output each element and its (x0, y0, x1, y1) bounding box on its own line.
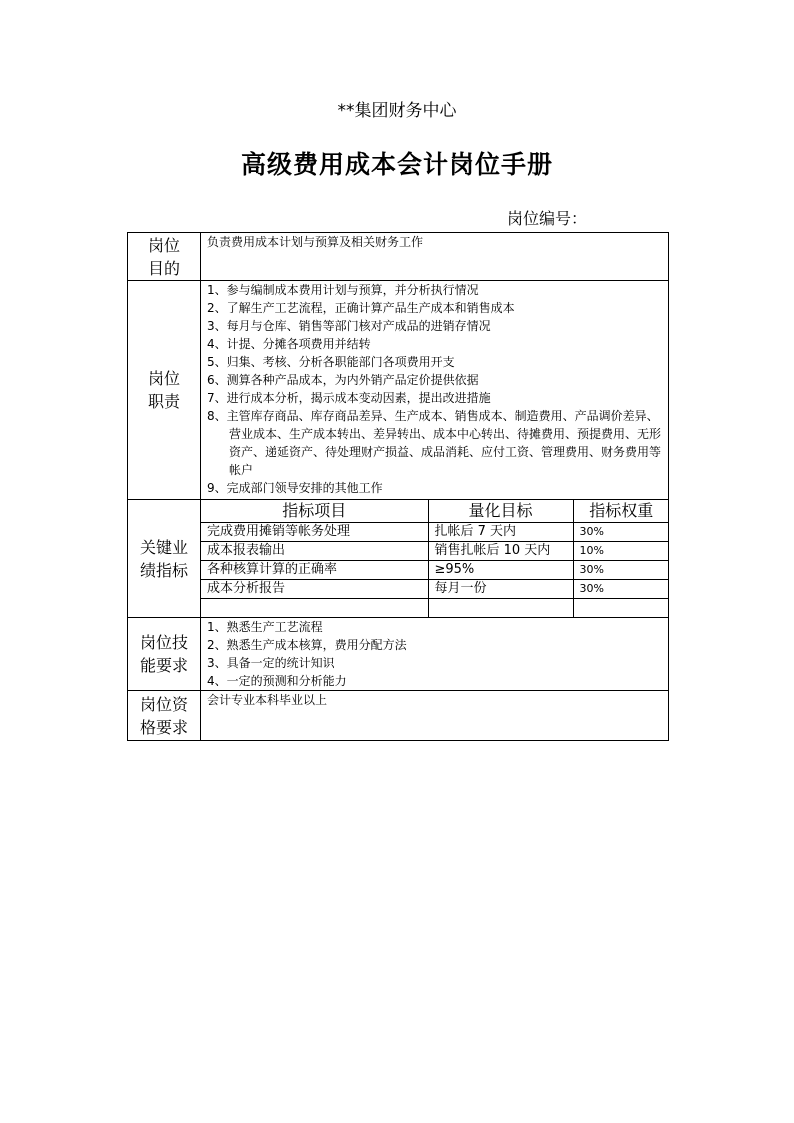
skills-content (201, 618, 669, 691)
skill-item: 2、熟悉生产成本核算，费用分配方法 (207, 638, 407, 652)
duty-item: 2、了解生产工艺流程，正确计算产品生产成本和销售成本 (207, 301, 515, 315)
kpi-target: 销售扎帐后 10 天内 (428, 542, 573, 561)
skills-label (128, 618, 201, 691)
kpi-item (201, 599, 428, 618)
kpi-item: 各种核算计算的正确率 (201, 561, 428, 580)
kpi-header-row (201, 500, 669, 523)
qualification-row (128, 691, 669, 741)
kpi-target: ≥95% (428, 561, 573, 580)
position-number-label: 岗位编号： (507, 209, 588, 228)
organization-name: **集团财务中心 (337, 101, 457, 121)
duty-item: 1、参与编制成本费用计划与预算，并分析执行情况 (207, 283, 479, 297)
kpi-target: 扎帐后 7 天内 (428, 523, 573, 542)
duties-row (128, 281, 669, 500)
kpi-weight (573, 599, 669, 618)
skill-item: 1、熟悉生产工艺流程 (207, 620, 323, 634)
kpi-data-row (201, 580, 669, 599)
skill-item: 4、一定的预测和分析能力 (207, 674, 347, 688)
duty-item: 6、测算各种产品成本，为内外销产品定价提供依据 (207, 373, 479, 387)
duties-label-line-1: 岗位 (147, 369, 180, 388)
purpose-label-line-1: 岗位 (147, 235, 180, 255)
kpi-label-line-2: 绩指标 (139, 560, 188, 580)
kpi-item: 完成费用摊销等帐务处理 (201, 523, 428, 542)
skill-item: 3、具备一定的统计知识 (207, 656, 335, 670)
kpi-content (201, 500, 669, 618)
qualification-label (128, 691, 201, 741)
duty-item: 9、完成部门领导安排的其他工作 (207, 481, 383, 495)
kpi-item: 成本分析报告 (201, 580, 428, 599)
purpose-content (201, 233, 669, 281)
purpose-label-line-2: 目的 (147, 258, 180, 278)
kpi-label-line-1: 关键业 (139, 537, 188, 557)
kpi-item: 成本报表输出 (201, 542, 428, 561)
purpose-label (128, 233, 201, 281)
duty-item: 7、进行成本分析，揭示成本变动因素，提出改进措施 (207, 391, 491, 405)
kpi-empty-row (201, 599, 669, 618)
kpi-weight: 30% (573, 561, 669, 580)
qualification-text: 会计专业本科毕业以上 (207, 693, 328, 707)
kpi-data-row (201, 523, 669, 542)
kpi-row (128, 500, 669, 618)
kpi-label (128, 500, 201, 618)
duties-label-line-2: 职责 (147, 392, 180, 411)
qualification-content (201, 691, 669, 741)
kpi-data-row (201, 542, 669, 561)
kpi-header-weight: 指标权重 (573, 500, 669, 523)
kpi-weight: 30% (573, 523, 669, 542)
kpi-weight: 30% (573, 580, 669, 599)
qualification-label-line-1: 岗位资 (139, 694, 188, 714)
qualification-label-line-2: 格要求 (139, 717, 188, 737)
duty-item: 8、主管库存商品、库存商品差异、生产成本、销售成本、制造费用、产品调价差异、营业成本、生产成本转出、差异转出、成本中心转出、待摊费用、预提费用、无形资产、递延资产、待处理财产损益、成品消耗、应付工资、管理费用、财务费用等帐户 (207, 409, 662, 477)
skills-label-line-2: 能要求 (139, 656, 188, 675)
kpi-target (428, 599, 573, 618)
purpose-text: 负责费用成本计划与预算及相关财务工作 (207, 235, 424, 249)
kpi-table (201, 500, 669, 617)
kpi-target: 每月一份 (428, 580, 573, 599)
document-title: 高级费用成本会计岗位手册 (240, 150, 553, 179)
duties-content (201, 281, 669, 500)
skills-row (128, 618, 669, 691)
kpi-data-row (201, 561, 669, 580)
duty-item: 5、归集、考核、分析各职能部门各项费用开支 (207, 355, 455, 369)
duty-item: 3、每月与仓库、销售等部门核对产成品的进销存情况 (207, 319, 491, 333)
purpose-row (128, 233, 669, 281)
position-manual-table (127, 232, 669, 741)
kpi-header-item: 指标项目 (282, 501, 347, 520)
kpi-weight: 10% (573, 542, 669, 561)
duties-label (128, 281, 201, 500)
kpi-header-target: 量化目标 (428, 500, 573, 523)
duty-item: 4、计提、分摊各项费用并结转 (207, 337, 371, 351)
skills-label-line-1: 岗位技 (139, 633, 188, 652)
